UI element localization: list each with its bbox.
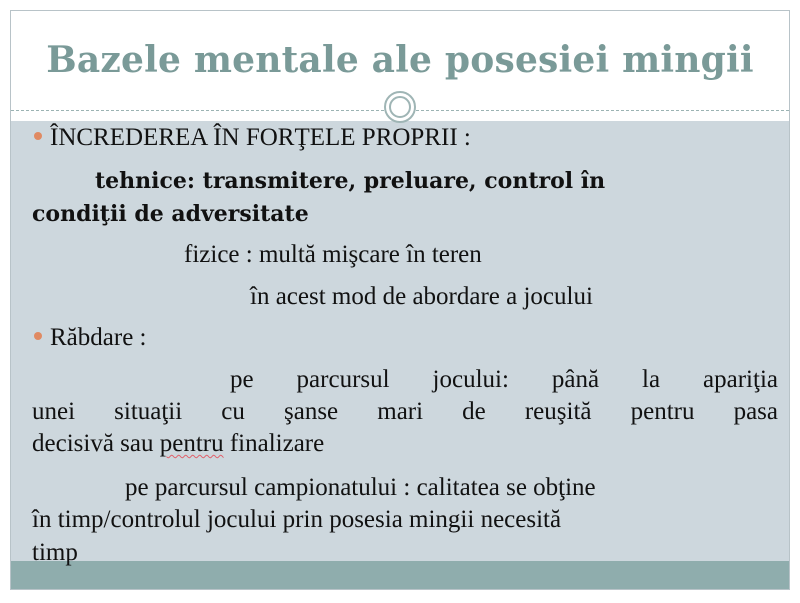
joc-line-3	[32, 429, 324, 459]
bullet-label: ÎNCREDEREA ÎN FORŢELE PROPRII :	[50, 124, 471, 151]
joc-line-3-a: decisivă sau	[32, 430, 160, 457]
bullet-icon	[34, 332, 42, 340]
joc-line-2: unei situaţii cu şanse mari de reuşită pentru pasa	[32, 398, 778, 425]
joc-line-1: pe parcursul jocului: până la apariţia	[230, 366, 778, 393]
campionat-line-2: în timp/controlul jocului prin posesia mingii necesită	[32, 506, 562, 533]
fizice-line: fizice : multă mişcare în teren	[184, 241, 482, 268]
campionat-line-3: timp	[32, 539, 78, 566]
campionat-line-1: pe parcursul campionatului : calitatea se obţine	[125, 474, 596, 501]
tehnice-line-2: condiţii de adversitate	[32, 201, 309, 227]
bullet-label: Răbdare :	[50, 324, 147, 351]
spellcheck-word: pentru	[159, 430, 224, 457]
bullet-icon	[34, 132, 42, 140]
tehnice-line-1: tehnice: transmitere, preluare, control în	[95, 168, 606, 194]
decorative-circle-icon	[384, 91, 416, 123]
joc-line-3-c: finalizare	[223, 430, 325, 457]
bullet-item-rabdare	[34, 323, 146, 353]
slide-title: Bazele mentale ale posesiei mingii	[46, 39, 754, 81]
footer-band	[11, 561, 789, 590]
bullet-item-incredere	[34, 123, 471, 153]
abordare-line: în acest mod de abordare a jocului	[250, 283, 593, 310]
